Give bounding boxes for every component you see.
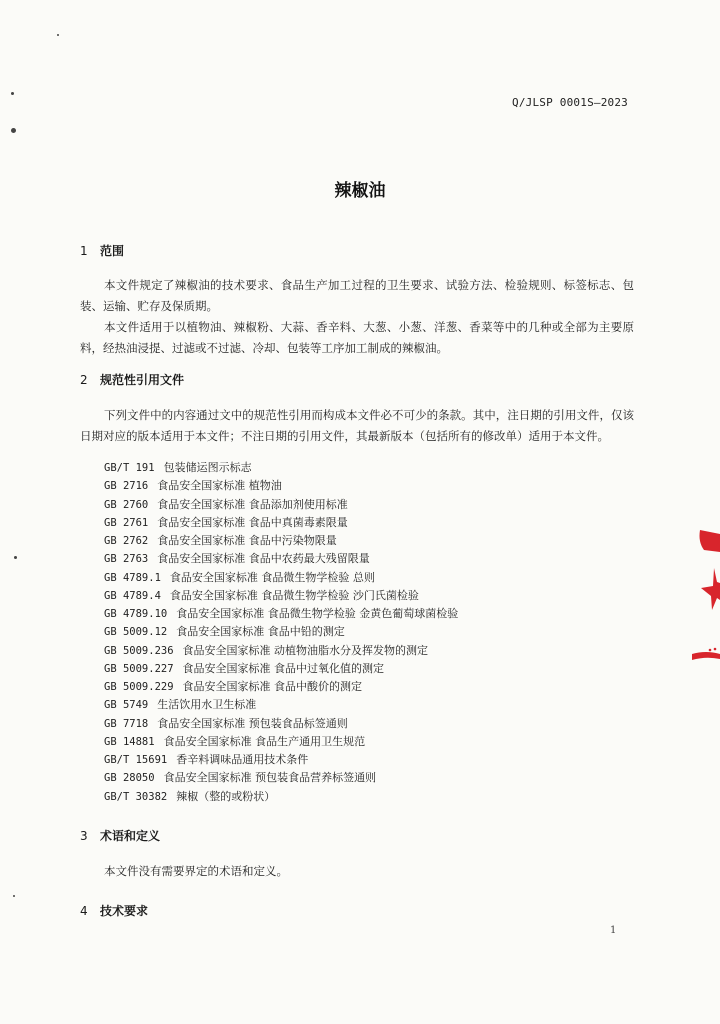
reference-title: 食品安全国家标准 食品微生物学检验 总则: [169, 570, 375, 584]
reference-title: 食品安全国家标准 食品添加剂使用标准: [157, 497, 348, 511]
reference-title: 食品安全国家标准 食品中污染物限量: [157, 534, 337, 547]
reference-code: GB 5009.12: [104, 626, 168, 639]
reference-title: 食品安全国家标准 食品微生物学检验 金黄色葡萄球菌检验: [176, 607, 459, 620]
reference-code: GB 2762: [104, 535, 149, 547]
reference-item: [104, 587, 458, 605]
document-code: Q/JLSP 0001S—2023: [512, 96, 628, 109]
reference-code: GB 4789.1: [104, 571, 161, 584]
reference-title: 辣椒（整的或粉状）: [176, 789, 276, 803]
reference-title: 生活饮用水卫生标准: [157, 698, 257, 712]
reference-title: 食品安全国家标准 预包装食品标签通则: [157, 716, 348, 730]
section-3-heading: [80, 827, 160, 844]
reference-item: [104, 496, 458, 514]
red-seal-stamp-edge: [690, 528, 720, 668]
section-1-heading: [80, 242, 124, 259]
scan-speck: [11, 128, 16, 133]
reference-code: GB/T 30382: [104, 790, 168, 803]
reference-item: [104, 715, 458, 733]
scan-speck: [57, 34, 59, 36]
reference-item: [104, 623, 458, 641]
reference-item: [104, 733, 458, 751]
scan-speck: [13, 895, 15, 897]
page-number: 1: [610, 925, 617, 936]
reference-item: [104, 696, 458, 714]
section-number: 4: [80, 904, 88, 918]
reference-item: [104, 788, 458, 806]
reference-title: 食品安全国家标准 食品中过氧化值的测定: [182, 661, 385, 675]
section-title: 规范性引用文件: [100, 373, 185, 387]
section-title: 术语和定义: [100, 829, 161, 843]
reference-title: 食品安全国家标准 植物油: [157, 479, 282, 493]
section-title: 技术要求: [100, 904, 149, 918]
section-1-paragraph-1: 本文件规定了辣椒油的技术要求、食品生产加工过程的卫生要求、试验方法、检验规则、标签标志、包装、运输、贮存及保质期。: [80, 278, 634, 313]
reference-item: [104, 532, 458, 550]
section-2-heading: [80, 371, 184, 388]
reference-code: GB/T 191: [104, 462, 155, 474]
reference-code: GB 4789.10: [104, 608, 168, 620]
reference-code: GB 28050: [104, 772, 155, 785]
reference-code: GB 5009.229: [104, 681, 174, 693]
reference-item: [104, 751, 458, 769]
reference-code: GB 7718: [104, 717, 149, 730]
reference-title: 食品安全国家标准 食品中农药最大残留限量: [157, 552, 370, 566]
section-2-intro: 下列文件中的内容通过文中的规范性引用而构成本文件必不可少的条款。其中，注日期的引用文件，仅该日期对应的版本适用于本文件；不注日期的引用文件，其最新版本（包括所有的修改单）适用于本文件。: [80, 408, 634, 443]
reference-code: GB 2763: [104, 553, 149, 566]
normative-reference-list: [104, 459, 458, 806]
reference-code: GB 5009.236: [104, 644, 174, 657]
section-number: 1: [80, 244, 88, 258]
reference-title: 食品安全国家标准 食品中真菌毒素限量: [157, 515, 348, 529]
reference-title: 食品安全国家标准 食品中酸价的测定: [182, 680, 363, 693]
scan-speck: [14, 556, 17, 559]
page-title: 辣椒油: [334, 181, 386, 201]
section-number: 3: [80, 829, 88, 843]
reference-title: 食品安全国家标准 动植物油脂水分及挥发物的测定: [182, 643, 429, 657]
reference-item: [104, 642, 458, 660]
reference-item: [104, 569, 458, 587]
reference-code: GB 2760: [104, 498, 149, 511]
reference-title: 食品安全国家标准 食品中铅的测定: [176, 625, 345, 639]
reference-code: GB 14881: [104, 735, 155, 748]
scan-speck: [11, 92, 14, 95]
section-1-paragraph-2: 本文件适用于以植物油、辣椒粉、大蒜、香辛料、大葱、小葱、洋葱、香菜等中的几种或全部为主要原料，经热油浸提、过滤或不过滤、冷却、包装等工序加工制成的辣椒油。: [80, 320, 634, 355]
reference-title: 包装储运图示标志: [163, 461, 252, 474]
reference-item: [104, 550, 458, 568]
reference-item: [104, 459, 458, 477]
reference-code: GB 4789.4: [104, 589, 161, 602]
reference-item: [104, 769, 458, 787]
section-number: 2: [80, 373, 88, 387]
reference-title: 食品安全国家标准 预包装食品营养标签通则: [163, 771, 377, 785]
reference-code: GB 5749: [104, 699, 149, 712]
reference-item: [104, 678, 458, 696]
reference-item: [104, 605, 458, 623]
reference-title: 食品安全国家标准 食品生产通用卫生规范: [163, 734, 366, 748]
reference-code: GB 2761: [104, 516, 149, 529]
reference-code: GB 2716: [104, 480, 149, 493]
reference-title: 香辛料调味品通用技术条件: [176, 753, 309, 766]
section-title: 范围: [100, 244, 125, 258]
reference-item: [104, 514, 458, 532]
reference-code: GB 5009.227: [104, 662, 174, 675]
reference-title: 食品安全国家标准 食品微生物学检验 沙门氏菌检验: [169, 588, 419, 602]
reference-item: [104, 660, 458, 678]
section-3-paragraph: 本文件没有需要界定的术语和定义。: [104, 864, 288, 878]
section-4-heading: [80, 902, 148, 919]
reference-code: GB/T 15691: [104, 754, 168, 766]
reference-item: [104, 477, 458, 495]
